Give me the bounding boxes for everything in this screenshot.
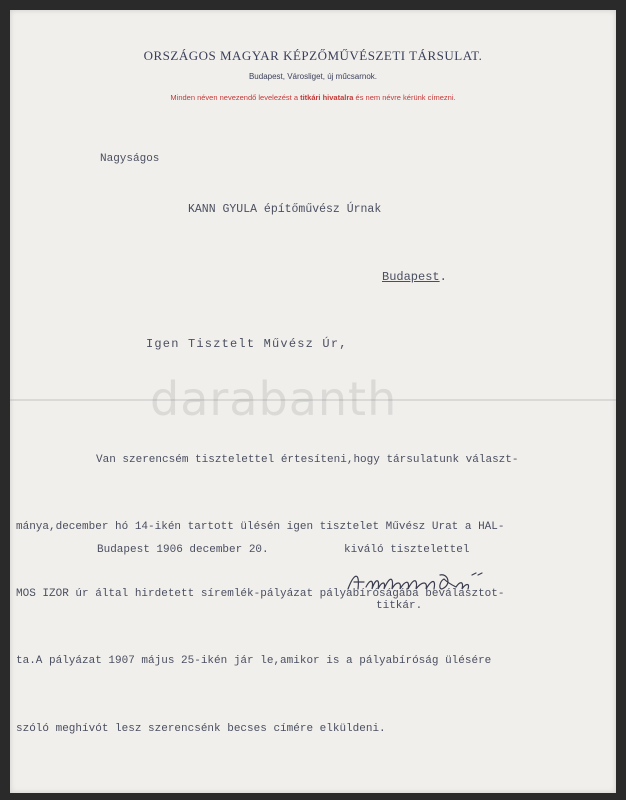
greeting: Nagyságos <box>100 153 160 165</box>
body-line: ta.A pályázat 1907 május 25-ikén jár le,amikor is a pályabíróság ülésére <box>16 655 492 668</box>
letter-sheet <box>10 10 616 793</box>
city: Budapest <box>382 270 440 284</box>
body-line: MOS IZOR úr által hirdetett síremlék-pályázat pályabíróságába beválasztot- <box>16 588 505 601</box>
note-bold: titkári hivatalra <box>300 93 354 102</box>
body-line: szóló meghívót lesz szerencsénk becses címére elküldeni. <box>16 722 386 735</box>
signature <box>344 567 494 597</box>
salutation: Igen Tisztelt Művész Úr, <box>146 337 348 351</box>
letter-body <box>16 404 576 785</box>
body-line: Van szerencsém tisztelettel értesíteni,hogy társulatunk választ- <box>96 453 519 466</box>
city-suffix: . <box>439 270 447 284</box>
role: titkár. <box>376 600 423 612</box>
watermark: darabanth <box>150 372 398 426</box>
addressee: KANN GYULA építőművész Úrnak <box>188 203 382 216</box>
letter-date: Budapest 1906 december 20. <box>97 544 269 556</box>
body-line: mánya,december hó 14-ikén tartott ülésén igen tisztelet Művész Urat a HAL- <box>16 521 505 534</box>
city-line <box>382 270 447 284</box>
letterhead-address: Budapest, Városliget, új műcsarnok. <box>248 72 378 81</box>
letterhead-title: ORSZÁGOS MAGYAR KÉPZŐMŰVÉSZETI TÁRSULAT. <box>143 48 483 63</box>
note-prefix: Minden néven nevezendő levelezést a <box>170 93 301 102</box>
letterhead-note <box>10 93 616 102</box>
note-suffix: és nem névre kérünk címezni. <box>353 93 456 102</box>
closing: kiváló tisztelettel <box>344 544 470 556</box>
